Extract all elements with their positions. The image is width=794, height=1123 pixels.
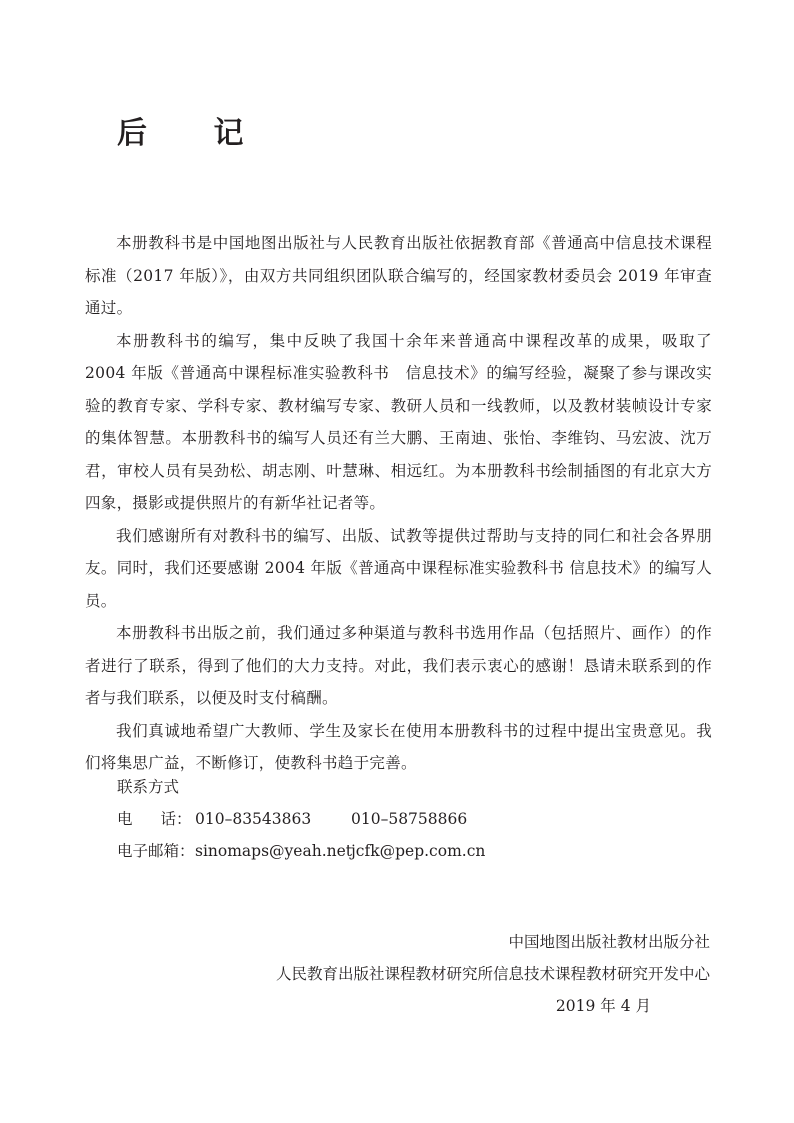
phone-row [117, 803, 485, 835]
publisher-2: 人民教育出版社课程教材研究所信息技术课程教材研究开发中心 [275, 965, 710, 983]
paragraph-1: 本册教科书是中国地图出版社与人民教育出版社依据教育部《普通高中信息技术课程标准（2017 年版）》，由双方共同组织团队联合编写的，经国家教材委员会 2019 年审查通过。 [85, 234, 712, 317]
phone-number-2: 010–58758866 [351, 810, 468, 828]
signoff [276, 926, 710, 1022]
phone-label-char-1: 电 [117, 810, 133, 828]
contact-section [117, 771, 485, 867]
phone-label [117, 803, 195, 835]
email-row [117, 835, 485, 867]
signoff-date: 2019 年 4 月 [555, 997, 651, 1015]
paragraph-2: 本册教科书的编写，集中反映了我国十余年来普通高中课程改革的成果，吸取了 2004 年版《普通高中课程标准实验教科书 信息技术》的编写经验，凝聚了参与课改实验的教育专家、学科专家、教材编写专家、教研人员和一线教师，以及教材装帧设计专家的集体智慧。本册教科书的编写人员还有兰大鹏、王南迪、张怡、李维钧、马宏波、沈万君，审校人员有吴劲松、胡志刚、叶慧琳、相远红。为本册教科书绘制插图的有北京大方四象，摄影或提供照片的有新华社记者等。 [85, 331, 712, 512]
paragraph-5: 我们真诚地希望广大教师、学生及家长在使用本册教科书的过程中提出宝贵意见。我们将集思广益，不断修订，使教科书趋于完善。 [85, 721, 712, 772]
email-address-1: sinomaps@yeah.net [195, 842, 353, 860]
contact-heading: 联系方式 [117, 778, 180, 796]
publisher-1: 中国地图出版社教材出版分社 [508, 933, 710, 951]
phone-number-1: 010–83543863 [195, 810, 312, 828]
phone-label-char-2: 话： [160, 810, 192, 828]
paragraph-4: 本册教科书出版之前，我们通过多种渠道与教科书选用作品（包括照片、画作）的作者进行了联系，得到了他们的大力支持。对此，我们表示衷心的感谢！恳请未联系到的作者与我们联系，以便及时支付稿酬。 [85, 624, 712, 707]
email-address-2: jcfk@pep.com.cn [351, 842, 486, 860]
page-title: 后 记 [117, 116, 272, 151]
afterword-body [85, 227, 712, 780]
paragraph-3: 我们感谢所有对教科书的编写、出版、试教等提供过帮助与支持的同仁和社会各界朋友。同时，我们还要感谢 2004 年版《普通高中课程标准实验教科书 信息技术》的编写人员。 [85, 526, 712, 610]
email-label: 电子邮箱： [117, 842, 195, 860]
